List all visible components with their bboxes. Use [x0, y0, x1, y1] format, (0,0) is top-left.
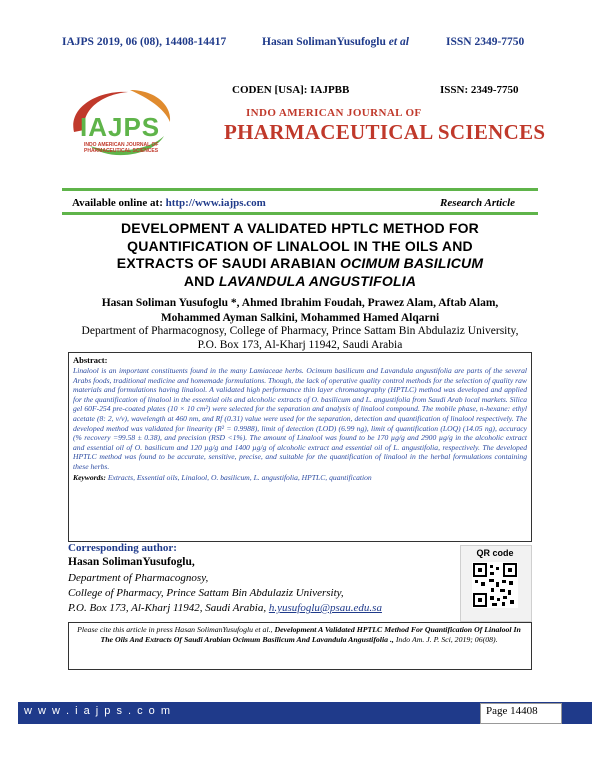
abstract-heading: Abstract:	[73, 355, 108, 365]
author-list: Hasan Soliman Yusufoglu *, Ahmed Ibrahim Foudah, Prawez Alam, Aftab Alam, Mohammed Ayman Salkini, Mohammed Hamed Alqarni	[101, 297, 499, 324]
qr-label: QR code	[476, 548, 514, 558]
corresponding-heading: Corresponding author:	[68, 542, 177, 554]
page-number: Page 14408	[486, 705, 538, 717]
running-header-citation: IAJPS 2019, 06 (08), 14408-14417	[62, 36, 227, 48]
logo-subtitle: INDO AMERICAN JOURNAL OF PHARMACEUTICAL SCIENCES	[84, 142, 159, 154]
running-header-author: Hasan SolimanYusufoglu et al	[262, 36, 409, 48]
masthead-issn: ISSN: 2349-7750	[440, 84, 519, 96]
abstract-text: Linalool is an important constituents found in the many Lamiaceae herbs. Ocimum basilicum and Lavandula angustifolia are parts of the several Arabs foods, traditional medicine and homemade formulations. Though, the lack of operative quality control methods for the selection of quality raw materials and formulations having linalool. A validated high performance thin layer chromatography (HPTLC) method was developed and applied for the quantification of linalool in the essential oils and alcoholic extracts of O. basilicum and L. angustifolia from Saudi Arab local markets. Silica gel 60F-254 pre-coated plates (10 × 10 cm²) were selected for the separation and analysis of linalool compound. The mobile phase, n-hexane: ethyl acetate (8: 2, v/v), wavelength at 460 nm, and Rf (0.31) value were used for the separation, detection and quantification of linalool respectively. The developed method was validated for linearity (R² = 0.9988), limit of detection (LOD) (6.99 ng), limit of quantification (LOQ) (14.05 ng), accuracy (% recovery =99.58 ± 0.38), and precision (RSD <1%). The amount of Linalool was found to be 170 µg/g and 2900 µg/g in the alcoholic extract and essential oil of O. basilicum and 120 µg/g and 1400 µg/g of alcoholic extract and essential oil of L. angustifolia, respectively. The developed HPTLC method was found to be accurate, sensitive, precise, and suitable for the quantification of linalool in the herbal formulations containing these herbs.	[73, 366, 527, 471]
qr-code-icon	[472, 562, 518, 613]
keywords: Keywords: Extracts, Essential oils, Linalool, O. basilicum, L. angustifolia, HPTLC, quantification	[73, 472, 372, 482]
journal-name-line1: INDO AMERICAN JOURNAL OF	[246, 107, 422, 119]
footer-url: w w w . i a j p s . c o m	[24, 705, 172, 717]
corresponding-college: College of Pharmacy, Prince Sattam Bin Abdulaziz University,	[68, 587, 344, 599]
availability-rule	[62, 212, 538, 215]
article-title: DEVELOPMENT A VALIDATED HPTLC METHOD FOR QUANTIFICATION OF LINALOOL IN THE OILS AND EXTRACTS OF SAUDI ARABIAN OCIMUM BASILICUM AND LAVANDULA ANGUSTIFOLIA	[116, 220, 484, 289]
affiliation: Department of Pharmacognosy, College of Pharmacy, Prince Sattam Bin Abdulaziz University, P.O. Box 173, Al-Kharj 11942, Saudi Arabia	[81, 325, 519, 351]
corresponding-name: Hasan SolimanYusufoglu,	[68, 556, 195, 568]
running-header-issn: ISSN 2349-7750	[446, 36, 525, 48]
logo-mark: IAJPS	[80, 112, 161, 142]
journal-name-line2: PHARMACEUTICAL SCIENCES	[224, 120, 546, 144]
coden: CODEN [USA]: IAJPBB	[232, 84, 350, 96]
corresponding-dept: Department of Pharmacognosy,	[68, 572, 209, 584]
journal-url-link[interactable]: http://www.iajps.com	[165, 197, 266, 209]
availability-line: Available online at: http://www.iajps.com	[72, 197, 266, 209]
article-type: Research Article	[440, 197, 516, 209]
abstract-box	[68, 352, 532, 542]
citation-text: Please cite this article in press Hasan SolimanYusufoglu et al., Development A Validated HPTLC Method For Quantification Of Linalool In The Oils And Extracts Of Saudi Arabian Ocimum Basilicum And Lavandula Angustifolia ., Indo Am. J. P. Sci, 2019; 06(08).	[77, 625, 521, 644]
masthead-rule	[62, 188, 538, 191]
corresponding-email-link[interactable]: h.yusufoglu@psau.edu.sa	[268, 602, 382, 614]
corresponding-address: P.O. Box 173, Al-Kharj 11942, Saudi Arabia, h.yusufoglu@psau.edu.sa	[68, 602, 382, 614]
